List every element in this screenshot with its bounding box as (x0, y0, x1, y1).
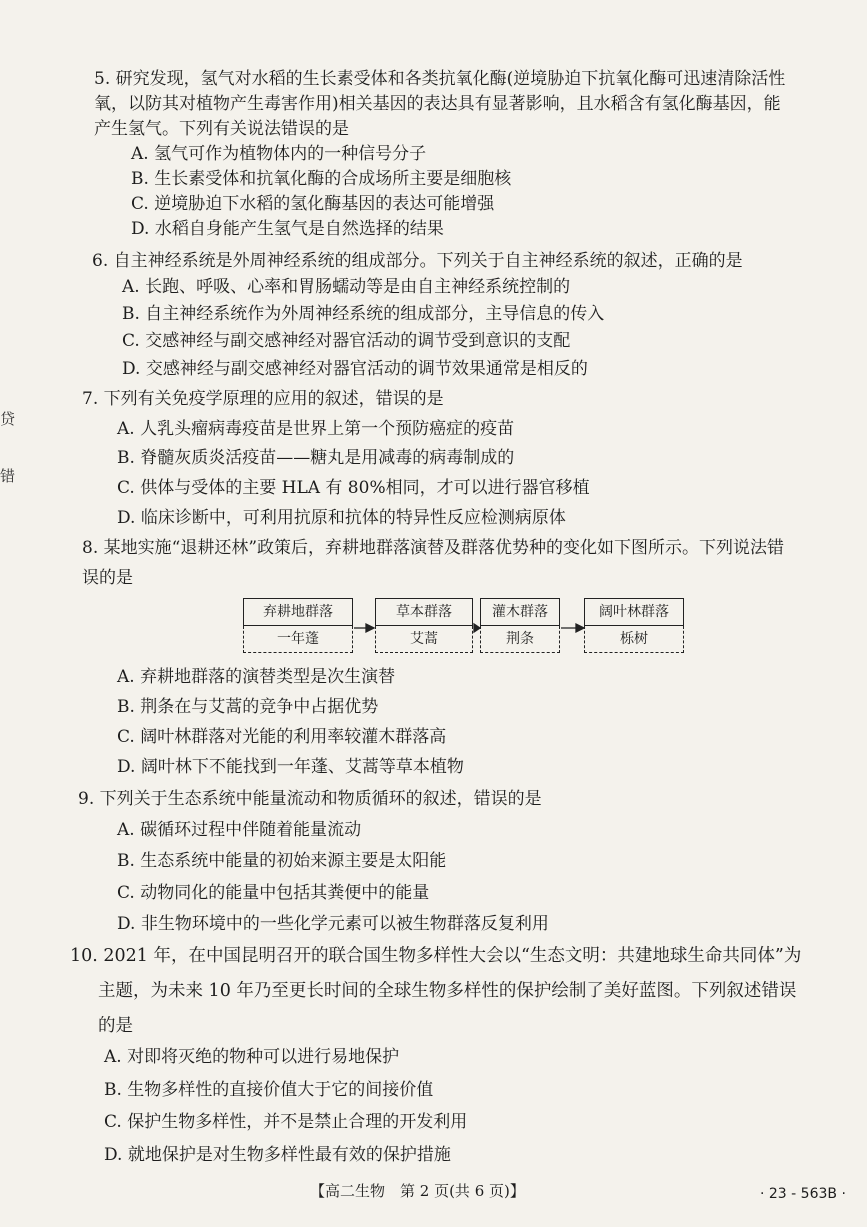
page-footer: 【高二生物 第 2 页(共 6 页)】 (310, 1182, 525, 1200)
dominant-species-box: 栎树 (584, 626, 684, 653)
option-a[interactable]: A. 碳循环过程中伴随着能量流动 (117, 820, 362, 840)
option-b[interactable]: B. 生物多样性的直接价值大于它的间接价值 (104, 1080, 434, 1100)
option-d[interactable]: D. 交感神经与副交感神经对器官活动的调节效果通常是相反的 (122, 359, 588, 379)
question-stem-line: 7. 下列有关免疫学原理的应用的叙述，错误的是 (82, 389, 444, 409)
option-d[interactable]: D. 阔叶林下不能找到一年蓬、艾蒿等草本植物 (117, 757, 464, 777)
option-a[interactable]: A. 弃耕地群落的演替类型是次生演替 (117, 667, 396, 687)
question-stem-line: 8. 某地实施“退耕还林”政策后，弃耕地群落演替及群落优势种的变化如下图所示。下列说法错 (82, 538, 785, 558)
question-stem-line: 的是 (98, 1016, 133, 1036)
option-c[interactable]: C. 动物同化的能量中包括其粪便中的能量 (117, 883, 430, 903)
community-box: 阔叶林群落 (584, 598, 684, 626)
question-stem-line: 氧，以防其对植物产生毒害作用)相关基因的表达具有显著影响，且水稻含有氢化酶基因，能 (94, 94, 781, 114)
margin-char: 错 (0, 467, 16, 485)
option-d[interactable]: D. 临床诊断中，可利用抗原和抗体的特异性反应检测病原体 (117, 508, 566, 528)
question-stem-line: 6. 自主神经系统是外周神经系统的组成部分。下列关于自主神经系统的叙述，正确的是 (92, 251, 743, 271)
community-box: 弃耕地群落 (243, 598, 353, 626)
option-a[interactable]: A. 对即将灭绝的物种可以进行易地保护 (104, 1047, 400, 1067)
option-d[interactable]: D. 水稻自身能产生氢气是自然选择的结果 (131, 219, 444, 239)
question-stem-line: 10. 2021 年，在中国昆明召开的联合国生物多样性大会以“生态文明：共建地球生命共同体”为 (70, 946, 802, 966)
option-d[interactable]: D. 非生物环境中的一些化学元素可以被生物群落反复利用 (117, 914, 549, 934)
question-stem-line: 误的是 (82, 568, 133, 588)
dominant-species-box: 荆条 (480, 626, 560, 653)
option-c[interactable]: C. 阔叶林群落对光能的利用率较灌木群落高 (117, 727, 447, 747)
dominant-species-box: 艾蒿 (375, 626, 473, 653)
option-a[interactable]: A. 氢气可作为植物体内的一种信号分子 (131, 144, 427, 164)
option-a[interactable]: A. 人乳头瘤病毒疫苗是世界上第一个预防癌症的疫苗 (117, 419, 515, 439)
question-stem-line: 产生氢气。下列有关说法错误的是 (94, 119, 349, 139)
option-d[interactable]: D. 就地保护是对生物多样性最有效的保护措施 (104, 1145, 451, 1165)
question-stem-line: 9. 下列关于生态系统中能量流动和物质循环的叙述，错误的是 (78, 789, 542, 809)
question-stem-line: 主题，为未来 10 年乃至更长时间的全球生物多样性的保护绘制了美好蓝图。下列叙述错误 (98, 981, 797, 1001)
margin-char: 贷 (0, 410, 16, 428)
option-b[interactable]: B. 脊髓灰质炎活疫苗——糖丸是用减毒的病毒制成的 (117, 448, 515, 468)
arrow-head-icon (474, 624, 480, 632)
option-c[interactable]: C. 保护生物多样性，并不是禁止合理的开发利用 (104, 1112, 468, 1132)
community-box: 草本群落 (375, 598, 473, 626)
question-stem-line: 5. 研究发现，氢气对水稻的生长素受体和各类抗氧化酶(逆境胁迫下抗氧化酶可迅速清除活性 (94, 69, 786, 89)
arrow-head-icon (366, 624, 374, 632)
option-b[interactable]: B. 自主神经系统作为外周神经系统的组成部分，主导信息的传入 (122, 304, 605, 324)
option-b[interactable]: B. 生长素受体和抗氧化酶的合成场所主要是细胞核 (131, 169, 512, 189)
option-c[interactable]: C. 供体与受体的主要 HLA 有 80%相同，才可以进行器官移植 (117, 478, 590, 498)
option-b[interactable]: B. 荆条在与艾蒿的竞争中占据优势 (117, 697, 379, 717)
option-b[interactable]: B. 生态系统中能量的初始来源主要是太阳能 (117, 851, 447, 871)
option-c[interactable]: C. 交感神经与副交感神经对器官活动的调节受到意识的支配 (122, 331, 571, 351)
option-a[interactable]: A. 长跑、呼吸、心率和胃肠蠕动等是由自主神经系统控制的 (122, 277, 571, 297)
dominant-species-box: 一年蓬 (243, 626, 353, 653)
community-box: 灌木群落 (480, 598, 560, 626)
option-c[interactable]: C. 逆境胁迫下水稻的氢化酶基因的表达可能增强 (131, 194, 495, 214)
arrow-head-icon (576, 624, 584, 632)
paper-code: · 23 - 563B · (760, 1186, 846, 1202)
